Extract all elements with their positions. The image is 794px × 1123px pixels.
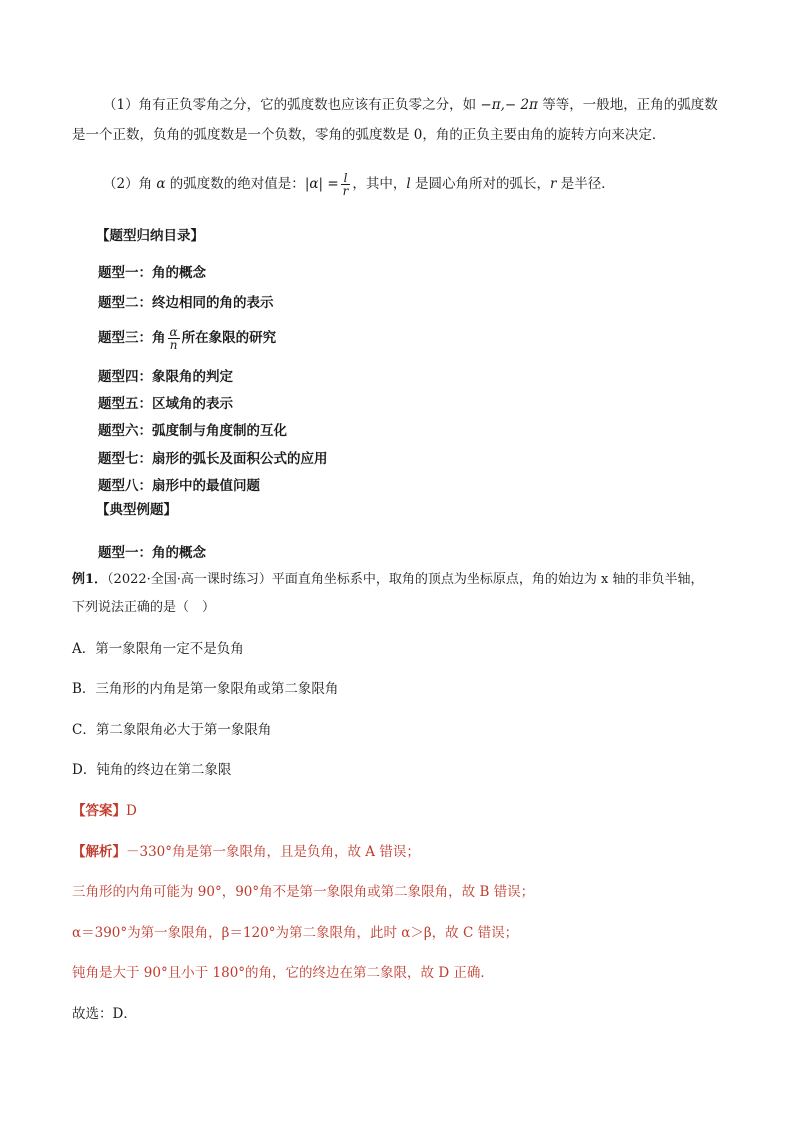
fraction-denominator: r [342, 184, 349, 198]
examples-heading: 【典型例题】 [96, 502, 177, 518]
fraction-numerator-alpha: α [169, 325, 178, 339]
example-1-line-1 [72, 571, 704, 589]
note-1-math: −π,− 2π [480, 97, 538, 113]
note-2-text-c: ，其中， [352, 176, 407, 192]
option-d: D．钝角的终边在第二象限 [72, 762, 232, 778]
option-b: B．三角形的内角是第一象限角或第二象限角 [72, 681, 339, 697]
catalog-item-8: 题型八：扇形中的最值问题 [98, 478, 260, 494]
catalog-item-5: 题型五：区域角的表示 [98, 396, 233, 412]
note-2-text-a: （2）角 [103, 176, 157, 192]
abs-alpha-formula: |α| = [304, 176, 339, 192]
note-2-l: l [406, 176, 411, 192]
analysis-label: 【解析】 [72, 844, 126, 860]
note-2-line [103, 171, 615, 197]
analysis-line-2: 三角形的内角可能为 90°，90°角不是第一象限角或第二象限角，故 B 错误； [72, 884, 535, 900]
answer-value: D [126, 803, 137, 819]
option-c: C．第二象限角必大于第一象限角 [72, 722, 272, 738]
answer-line [72, 802, 137, 820]
catalog-item-3-tail: 所在象限的研究 [181, 330, 277, 346]
note-2-text-e: 是半径． [556, 176, 615, 192]
conclusion-line: 故选：D． [72, 1006, 137, 1022]
catalog-heading: 【题型归纳目录】 [96, 228, 204, 244]
fraction-l-over-r [341, 172, 351, 197]
type-1-title: 题型一：角的概念 [98, 545, 206, 561]
note-1-text-a: （1）角有正负零角之分，它的弧度数也应该有正负零之分，如 [103, 97, 481, 113]
example-1-text-1: （2022·全国·高一课时练习）平面直角坐标系中，取角的顶点为坐标原点，角的始边为 x 轴的非负半轴， [107, 572, 704, 587]
catalog-item-3 [98, 325, 276, 351]
note-2-r: r [550, 176, 557, 192]
analysis-line-4: 钝角是大于 90°且小于 180°的角，它的终边在第二象限，故 D 正确． [72, 965, 494, 981]
analysis-text-1: －330°角是第一象限角，且是负角，故 A 错误； [126, 844, 420, 860]
catalog-item-3-prefix: 题型三：角 [98, 330, 166, 346]
catalog-item-7: 题型七：扇形的弧长及面积公式的应用 [98, 451, 328, 467]
catalog-item-6: 题型六：弧度制与角度制的互化 [98, 423, 287, 439]
option-a: A．第一象限角一定不是负角 [72, 641, 244, 657]
answer-label: 【答案】 [72, 803, 126, 819]
analysis-line-1 [72, 843, 420, 861]
note-2-text-b: 的弧度数的绝对值是： [165, 176, 305, 192]
note-2-alpha: α [156, 176, 166, 192]
note-1-line-1 [103, 96, 718, 114]
fraction-numerator: l [341, 172, 351, 185]
catalog-item-1: 题型一：角的概念 [98, 265, 206, 281]
analysis-line-3: α＝390°为第一象限角，β＝120°为第二象限角，此时 α＞β，故 C 错误； [72, 925, 519, 941]
fraction-denominator-n: n [169, 338, 178, 352]
example-1-label: 例1． [72, 572, 108, 587]
fraction-alpha-over-n [168, 326, 180, 351]
catalog-item-2: 题型二：终边相同的角的表示 [98, 295, 274, 311]
note-1-line-2: 是一个正数，负角的弧度数是一个负数，零角的弧度数是 0，角的正负主要由角的旋转方向来决定． [72, 127, 666, 143]
example-1-line-2: 下列说法正确的是（ ） [72, 600, 216, 615]
catalog-item-4: 题型四：象限角的判定 [98, 369, 233, 385]
note-2-text-d: 是圆心角所对的弧长， [410, 176, 551, 192]
note-1-text-b: 等等，一般地，正角的弧度数 [537, 97, 718, 113]
